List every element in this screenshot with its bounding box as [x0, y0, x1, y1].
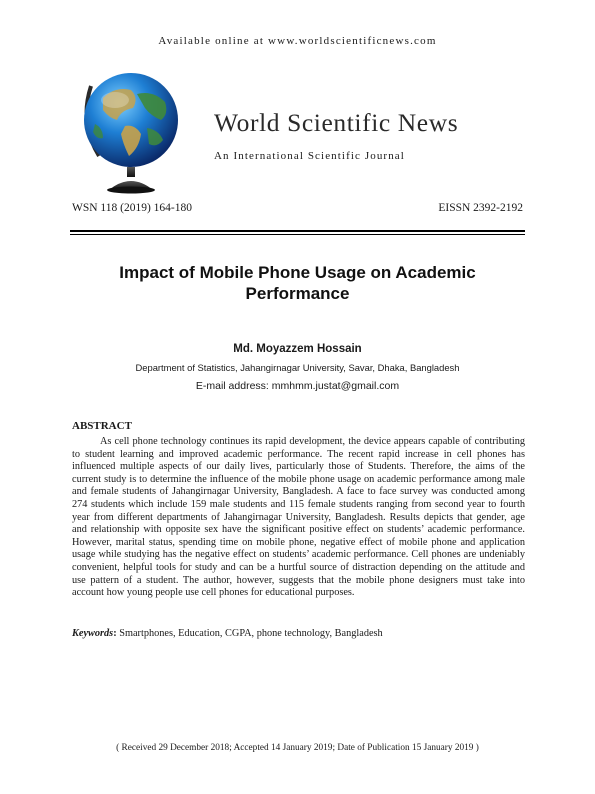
abstract-text: As cell phone technology continues its rapid development, the device appears capable of contributing to student learning and improved academic performance. The recent rapid increase in cell phones has influenced multiple aspects of our daily lives, particularly those of Students. Therefore, the aims of the current study is to determine the influence of the mobile phone usage on academic performance among male and female students of Jahangirnagar University, Bangladesh. A face to face survey was conducted among 274 students which include 159 male students and 115 female students ranging from second year to fourth year from different departments of Jahangirnagar University, Bangladesh. Results depicts that gender, age and relationship with opposite sex have the significant positive effect on students’ academic performance. However, marital status, spending time on mobile phone, negative effect of mobile phone and application usage while studying has the negative effect on students’ academic performance. Cell phones are undeniably convenient, helpful tools for study and can be a hurtful source of distraction depending on the attitude and use pattern of a student. The author, however, suggests that the mobile phone designers must take into account how young people use cell phones for educational purposes. [72, 436, 525, 599]
eissn: EISSN 2392-2192 [438, 202, 523, 214]
keywords-label: Keywords [72, 628, 114, 639]
author-name: Md. Moyazzem Hossain [233, 343, 362, 355]
journal-subtitle: An International Scientific Journal [214, 150, 405, 162]
author-email: E-mail address: mmhmm.justat@gmail.com [195, 380, 400, 392]
availability-line: Available online at www.worldscientificnews.com [158, 35, 437, 47]
keywords-text: Smartphones, Education, CGPA, phone technology, Bangladesh [119, 628, 383, 639]
wsn-reference: WSN 118 (2019) 164-180 [72, 202, 192, 214]
journal-title: World Scientific News [214, 108, 459, 137]
publication-dates: ( Received 29 December 2018; Accepted 14 January 2019; Date of Publication 15 January 2019 ) [116, 743, 479, 753]
abstract-heading: ABSTRACT [72, 420, 132, 432]
globe-logo [73, 68, 193, 194]
author-affiliation: Department of Statistics, Jahangirnagar University, Savar, Dhaka, Bangladesh [135, 362, 460, 373]
article-title: Impact of Mobile Phone Usage on Academic Performance [119, 263, 476, 303]
header-rule-thin [70, 234, 525, 235]
header-rule [70, 230, 525, 232]
keywords: Keywords: Smartphones, Education, CGPA, phone technology, Bangladesh [72, 628, 383, 639]
